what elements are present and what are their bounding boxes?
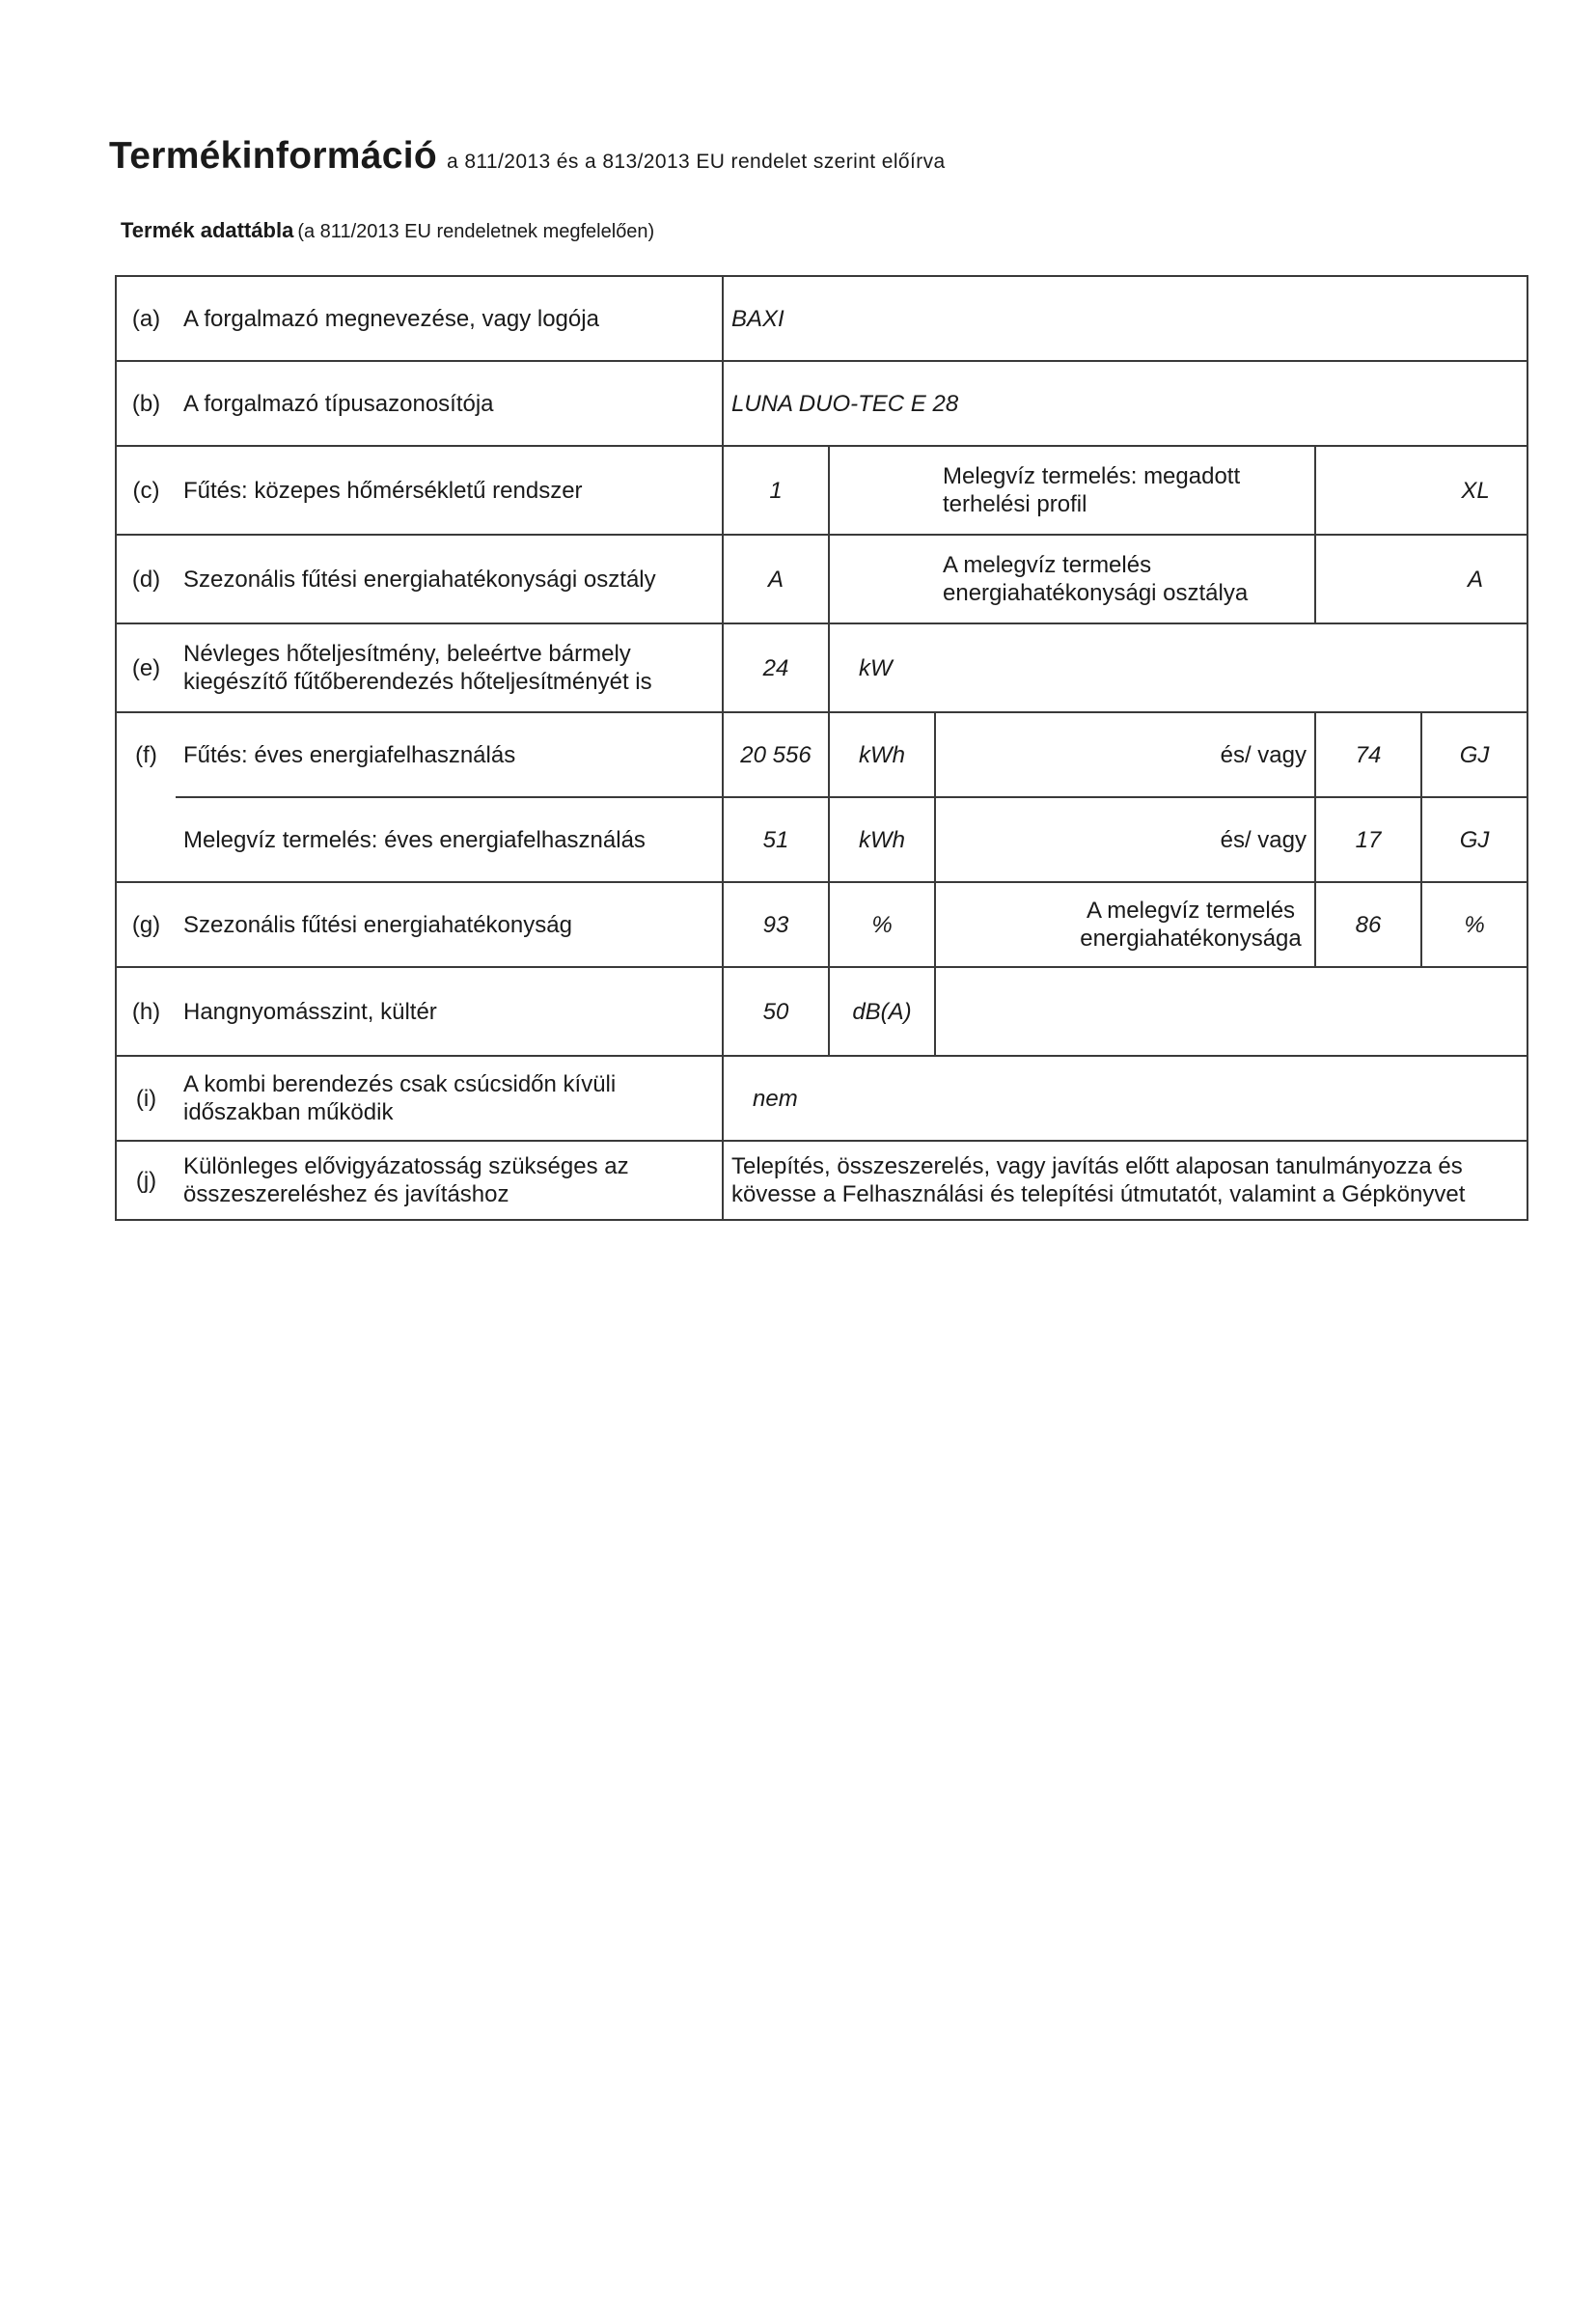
table-row [116, 1141, 1527, 1220]
dhw-label-text: A melegvíz termelés energiahatékonysága [1080, 898, 1302, 952]
row-value: A [723, 535, 829, 623]
row-label: A forgalmazó típusazonosítója [176, 361, 723, 446]
empty-cell [829, 535, 935, 623]
row-label: Melegvíz termelés: éves energiafelhasználás [176, 797, 723, 882]
row-label: Szezonális fűtési energiahatékonyság [176, 882, 723, 967]
row-label: Hangnyomásszint, kültér [176, 967, 723, 1056]
row-label: Különleges elővigyázatosság szükséges az összeszereléshez és javításhoz [176, 1141, 723, 1220]
row-label: Névleges hőteljesítmény, beleértve bármely kiegészítő fűtőberendezés hőteljesítményét is [176, 623, 723, 712]
dhw-label: A melegvíz termelés energiahatékonysági osztálya [935, 535, 1315, 623]
table-row [116, 797, 1527, 882]
row-letter: (h) [116, 967, 176, 1056]
dhw-value-text: XL [1461, 477, 1490, 504]
row-value-text: nem [753, 1085, 798, 1112]
empty-cell [829, 446, 935, 535]
table-row [116, 361, 1527, 446]
row-value [723, 1056, 1527, 1141]
row-letter: (a) [116, 276, 176, 361]
row-letter-text: (f) [135, 742, 157, 768]
row-value: 50 [723, 967, 829, 1056]
row-value: 1 [723, 446, 829, 535]
table-row [116, 882, 1527, 967]
row-label: Fűtés: éves energiafelhasználás [176, 712, 723, 797]
row-conjunction: és/ vagy [935, 797, 1315, 882]
title-note: a 811/2013 és a 813/2013 EU rendelet szerint előírva [447, 151, 946, 173]
table-heading [121, 218, 654, 243]
dhw-value [1315, 446, 1527, 535]
row-value: 24 [723, 623, 829, 712]
table-row [116, 1056, 1527, 1141]
subtitle-note: (a 811/2013 EU rendeletnek megfelelően) [297, 221, 655, 242]
title-main: Termékinformáció [109, 135, 438, 177]
subtitle-main: Termék adattábla [121, 218, 294, 242]
row-letter: (j) [116, 1141, 176, 1220]
row-letter: (i) [116, 1056, 176, 1141]
row-value: 93 [723, 882, 829, 967]
dhw-value-text: A [1468, 566, 1484, 593]
empty-cell [935, 967, 1527, 1056]
row-value: 51 [723, 797, 829, 882]
row-letter: (c) [116, 446, 176, 535]
row-unit: kWh [829, 712, 935, 797]
row-unit: dB(A) [829, 967, 935, 1056]
row-unit: kWh [829, 797, 935, 882]
row-letter: (e) [116, 623, 176, 712]
row-unit-alt: GJ [1421, 797, 1527, 882]
table-row [116, 967, 1527, 1056]
page-title [109, 135, 946, 178]
row-value: Telepítés, összeszerelés, vagy javítás előtt alaposan tanulmányozza és kövesse a Felhasználási és telepítési útmutatót, valamint a Gépkönyvet [723, 1141, 1527, 1220]
dhw-unit: % [1421, 882, 1527, 967]
row-label: A kombi berendezés csak csúcsidőn kívüli időszakban működik [176, 1056, 723, 1141]
row-conjunction: és/ vagy [935, 712, 1315, 797]
row-unit: % [829, 882, 935, 967]
table-row [116, 446, 1527, 535]
row-value-alt: 17 [1315, 797, 1421, 882]
row-letter [116, 712, 176, 882]
row-value: BAXI [723, 276, 1527, 361]
table-row [116, 712, 1527, 797]
row-letter: (g) [116, 882, 176, 967]
row-value: 20 556 [723, 712, 829, 797]
dhw-label: Melegvíz termelés: megadott terhelési profil [935, 446, 1315, 535]
product-data-table [115, 275, 1528, 1221]
row-unit-alt: GJ [1421, 712, 1527, 797]
row-label: A forgalmazó megnevezése, vagy logója [176, 276, 723, 361]
row-letter: (b) [116, 361, 176, 446]
row-letter: (d) [116, 535, 176, 623]
table-row [116, 623, 1527, 712]
dhw-label [935, 882, 1315, 967]
row-value: LUNA DUO-TEC E 28 [723, 361, 1527, 446]
dhw-value [1315, 535, 1527, 623]
table-row [116, 276, 1527, 361]
row-label: Fűtés: közepes hőmérsékletű rendszer [176, 446, 723, 535]
row-unit: kW [829, 623, 1527, 712]
row-label: Szezonális fűtési energiahatékonysági osztály [176, 535, 723, 623]
row-value-alt: 74 [1315, 712, 1421, 797]
dhw-value: 86 [1315, 882, 1421, 967]
table-row [116, 535, 1527, 623]
